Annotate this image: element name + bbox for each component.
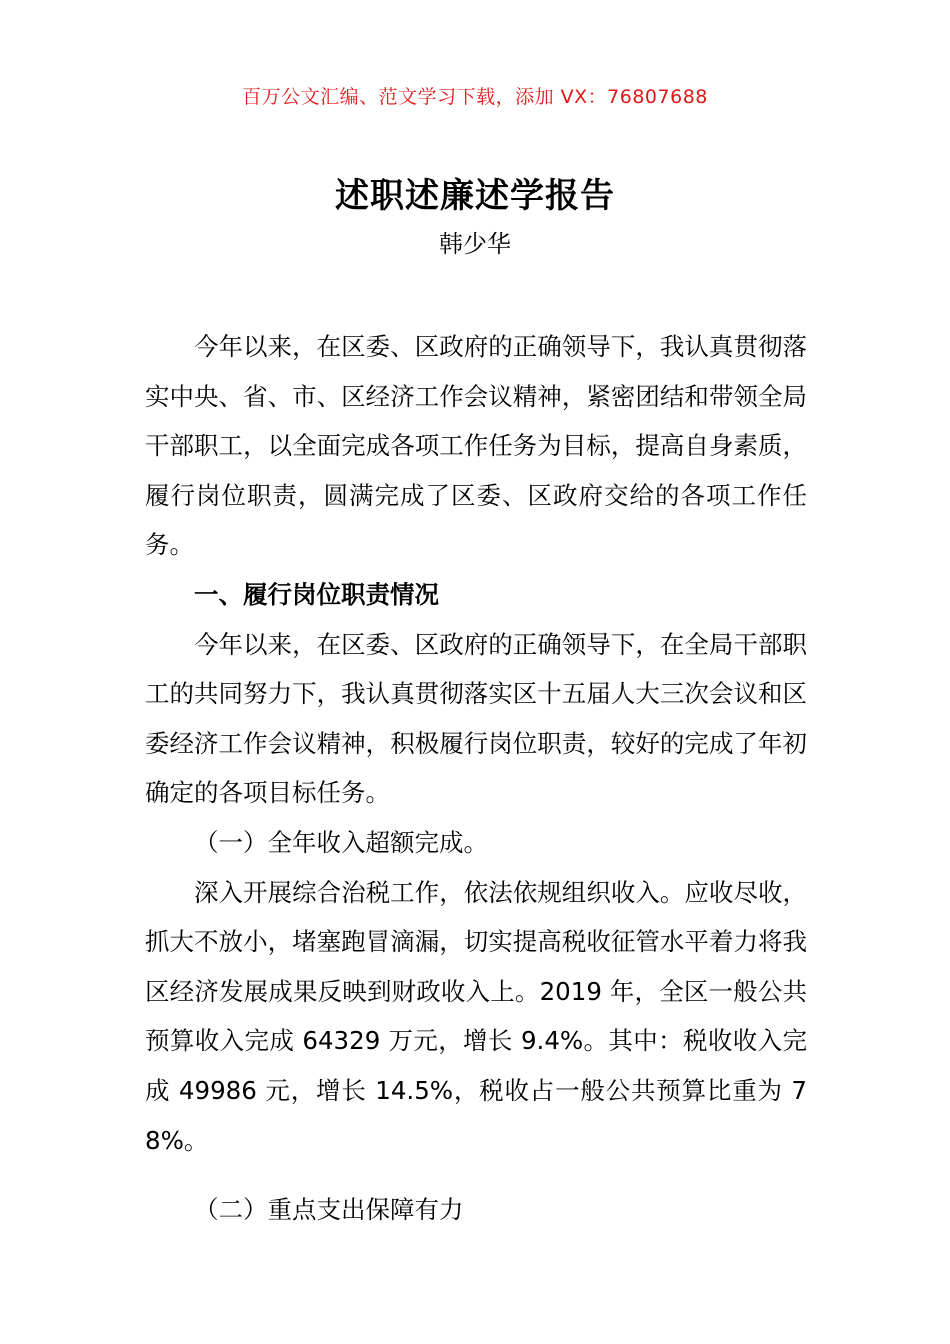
subheading-2: （二）重点支出保障有力 (194, 1195, 464, 1225)
paragraph-section-1: 今年以来，在区委、区政府的正确领导下，在全局干部职工的共同努力下，我认真贯彻落实区十五届人大三次会议和区委经济工作会议精神，积极履行岗位职责，较好的完成了年初确定的各项目标任务。 (145, 629, 807, 808)
header-note: 百万公文汇编、范文学习下载，添加 VX：76807688 (242, 86, 708, 108)
paragraph-intro: 今年以来，在区委、区政府的正确领导下，我认真贯彻落实中央、省、市、区经济工作会议精神，紧密团结和带领全局干部职工，以全面完成各项工作任务为目标，提高自身素质，履行岗位职责，圆满完成了区委、区政府交给的各项工作任务。 (145, 332, 807, 560)
document-author: 韩少华 (439, 230, 511, 258)
document-title: 述职述廉述学报告 (335, 176, 615, 216)
subheading-1: （一）全年收入超额完成。 (194, 827, 488, 857)
document-body (145, 322, 807, 1235)
paragraph-revenue: 深入开展综合治税工作，依法依规组织收入。应收尽收，抓大不放小，堵塞跑冒滴漏，切实提高税收征管水平着力将我区经济发展成果反映到财政收入上。2019 年，全区一般公共预算收入完成 64329 万元，增长 9.4%。其中：税收收入完成 49986 元，增长 14.5%，税收占一般公共预算比重为 78%。 (145, 877, 807, 1155)
section-heading-1: 一、履行岗位职责情况 (194, 579, 439, 609)
